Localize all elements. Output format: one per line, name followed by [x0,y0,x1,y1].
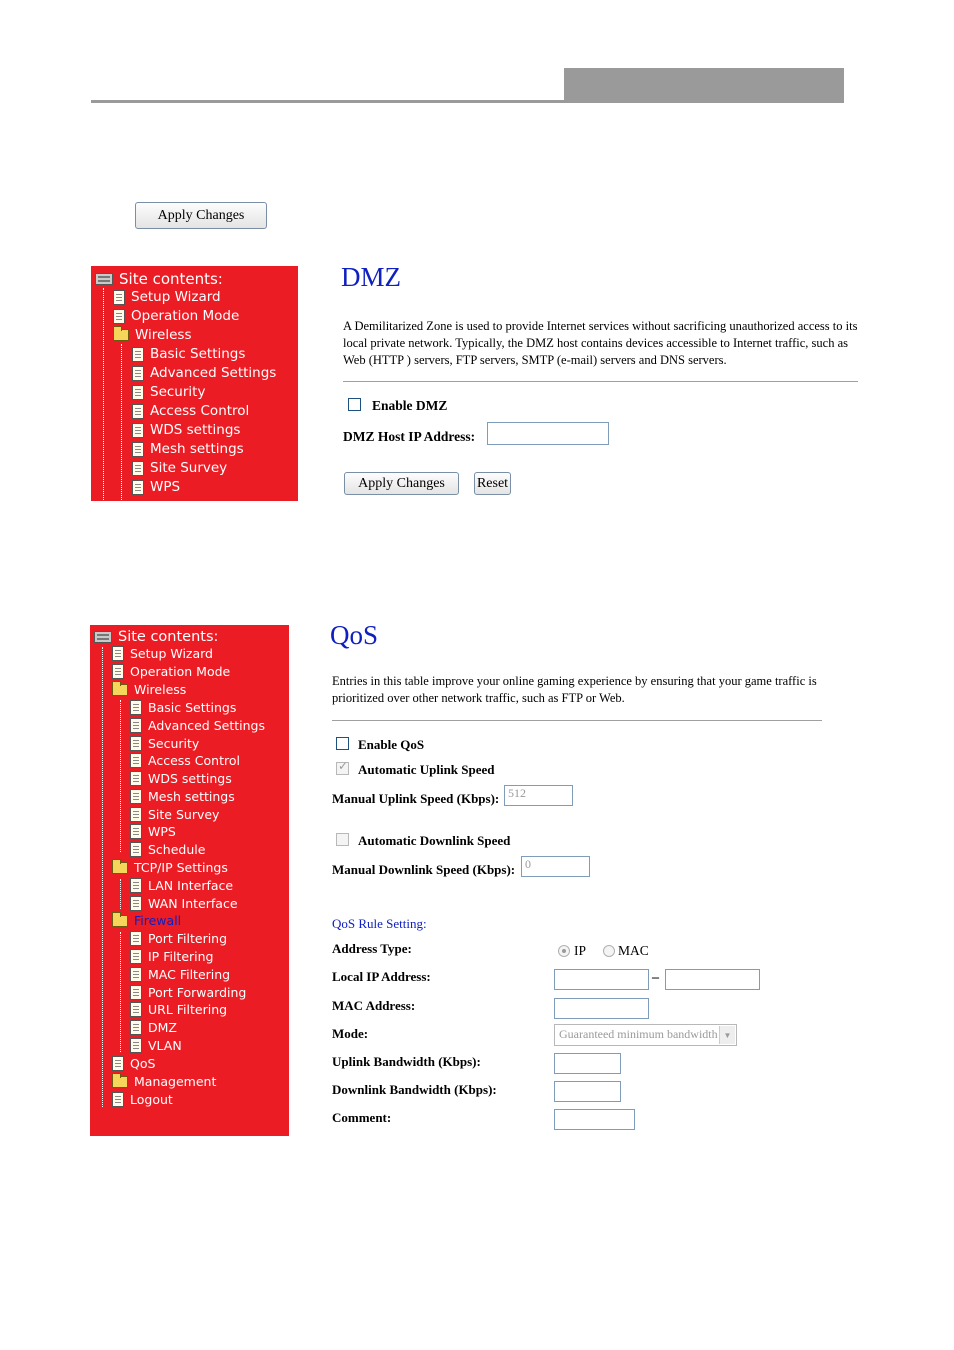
sidebar-item-label: WPS [150,479,181,495]
downlink-bandwidth-input[interactable] [554,1081,621,1102]
document-icon [132,461,144,476]
sidebar-item-ip-filtering[interactable] [130,949,214,964]
sidebar-item-label: Basic Settings [150,346,246,362]
document-icon [112,1092,124,1107]
sidebar-item-label: Site Survey [148,807,220,822]
manual-downlink-label: Manual Downlink Speed (Kbps): [332,862,516,877]
sidebar-item-label: Basic Settings [148,700,237,715]
header-rule [91,100,844,103]
sidebar-item-label: IP Filtering [148,949,214,964]
sidebar-item-label: Access Control [150,403,250,419]
sidebar-item-label: Operation Mode [131,308,240,324]
document-icon [113,309,125,324]
sidebar-item-basic-settings[interactable] [132,346,245,362]
sidebar-item-basic-settings[interactable] [130,700,236,715]
sidebar-item-label: WDS settings [150,422,241,438]
sidebar-item-label: WAN Interface [148,896,238,911]
enable-qos-checkbox[interactable] [336,737,349,750]
qos-rule-section-heading: QoS Rule Setting: [332,916,427,931]
address-type-ip-radio[interactable] [558,945,570,957]
sidebar-item-label: MAC Filtering [148,967,231,982]
enable-qos-label: Enable QoS [358,737,425,752]
sidebar-item-wds-settings[interactable] [132,422,240,438]
sidebar-item-label: DMZ [148,1020,177,1035]
comment-label: Comment: [332,1110,392,1125]
document-icon [130,718,142,733]
sidebar-item-wps[interactable] [130,824,176,839]
uplink-bandwidth-input[interactable] [554,1053,621,1074]
qos-page-title: QoS [330,620,379,650]
sidebar-item-wds-settings[interactable] [130,771,232,786]
document-icon [130,1002,142,1017]
mode-select-value: Guaranteed minimum bandwidth [559,1027,718,1041]
sidebar-item-mac-filtering[interactable] [130,967,230,982]
local-ip-start-input[interactable] [554,969,649,990]
sidebar-item-label: Management [134,1074,217,1089]
ip-range-separator: – [652,970,659,985]
sidebar-item-label: Access Control [148,753,240,768]
sidebar-item-setup-wizard[interactable] [112,646,213,661]
document-icon [130,1020,142,1035]
auto-downlink-checkbox[interactable] [336,833,349,846]
document-icon [132,442,144,457]
sidebar-item-label: Schedule [148,842,206,857]
address-type-label: Address Type: [332,941,412,956]
folder-open-icon [112,684,128,696]
manual-downlink-input[interactable]: 0 [521,856,590,877]
document-icon [130,949,142,964]
local-ip-end-input[interactable] [665,969,760,990]
sidebar-item-mesh-settings[interactable] [130,789,235,804]
document-icon [130,736,142,751]
uplink-bandwidth-label: Uplink Bandwidth (Kbps): [332,1054,481,1069]
comment-input[interactable] [554,1109,635,1130]
enable-dmz-label: Enable DMZ [372,398,448,413]
sidebar-item-label: Wireless [135,327,192,343]
sidebar-item-access-control[interactable] [132,403,249,419]
sidebar-item-label: Mesh settings [148,789,235,804]
document-icon [132,347,144,362]
sidebar-item-setup-wizard[interactable] [113,289,221,305]
chevron-down-icon: ▼ [719,1026,735,1044]
qos-sidebar [90,625,289,1136]
mac-address-label: MAC Address: [332,998,416,1013]
document-icon [130,700,142,715]
dmz-host-ip-label: DMZ Host IP Address: [343,429,476,444]
document-icon [130,967,142,982]
sidebar-item-label: Setup Wizard [131,289,221,305]
document-icon [130,985,142,1000]
sidebar-item-label: Logout [130,1092,173,1107]
document-icon [130,842,142,857]
document-icon [112,646,124,661]
sidebar-item-url-filtering[interactable] [130,1002,227,1017]
sidebar-root [94,629,218,645]
apply-changes-button-top[interactable]: Apply Changes [135,202,267,229]
tree-guide [121,344,122,501]
document-icon [112,1056,124,1071]
sidebar-item-label: Mesh settings [150,441,244,457]
dmz-host-ip-input[interactable] [487,422,609,445]
sidebar-item-security[interactable] [130,736,199,751]
sidebar-item-schedule[interactable] [130,842,205,857]
sidebar-item-label: Security [150,384,206,400]
sidebar-item-label: WDS settings [148,771,232,786]
mode-label: Mode: [332,1026,369,1041]
document-icon [130,896,142,911]
sidebar-item-operation-mode[interactable] [112,664,230,679]
manual-uplink-label: Manual Uplink Speed (Kbps): [332,791,500,806]
sidebar-item-mesh-settings[interactable] [132,441,244,457]
header-block [564,68,844,103]
local-ip-label: Local IP Address: [332,969,431,984]
sidebar-item-port-forwarding[interactable] [130,985,246,1000]
downlink-bandwidth-label: Downlink Bandwidth (Kbps): [332,1082,497,1097]
folder-open-icon [112,862,128,874]
site-root-icon [94,631,112,643]
qos-divider [332,720,822,721]
address-type-ip-label: IP [574,943,587,958]
sidebar-item-qos[interactable] [112,1056,155,1071]
sidebar-item-wps[interactable] [132,479,180,495]
document-icon [130,807,142,822]
sidebar-item-port-filtering[interactable] [130,931,227,946]
document-icon [130,824,142,839]
document-icon [132,423,144,438]
document-icon [132,385,144,400]
sidebar-item-advanced-settings[interactable] [130,718,265,733]
sidebar-root-label: Site contents: [119,270,223,288]
mac-address-input[interactable] [554,998,649,1019]
address-type-mac-radio[interactable] [603,945,615,957]
folder-open-icon [112,915,128,927]
tree-guide [120,932,121,1052]
sidebar-item-tcpip-settings[interactable] [112,860,228,875]
dmz-apply-changes-button[interactable]: Apply Changes [344,472,459,495]
document-icon [113,290,125,305]
sidebar-item-label: TCP/IP Settings [134,860,228,875]
document-icon [130,753,142,768]
sidebar-item-label: Advanced Settings [148,718,265,733]
qos-description: Entries in this table improve your online gaming experience by ensuring that your game traffic is prioritized over other network traffic, such as FTP or Web. [332,674,817,705]
tree-guide [102,647,103,1107]
document-icon [112,664,124,679]
sidebar-root-label: Site contents: [118,629,219,645]
auto-downlink-label: Automatic Downlink Speed [358,833,511,848]
document-icon [132,404,144,419]
document-icon [130,1038,142,1053]
sidebar-item-operation-mode[interactable] [113,308,239,324]
enable-dmz-checkbox[interactable] [348,398,361,411]
sidebar-item-site-survey[interactable] [130,807,219,822]
sidebar-item-advanced-settings[interactable] [132,365,276,381]
folder-icon [112,1076,128,1088]
sidebar-item-wireless[interactable] [112,682,186,697]
sidebar-item-label: VLAN [148,1038,182,1053]
document-icon [130,931,142,946]
tree-guide [120,700,121,852]
sidebar-item-access-control[interactable] [130,753,240,768]
sidebar-item-lan-interface[interactable] [130,878,233,893]
sidebar-item-label: Firewall [134,913,182,928]
document-icon [132,480,144,495]
dmz-description: A Demilitarized Zone is used to provide Internet services without sacrificing unauthorized access to its local private network. Typically, the DMZ host contains devices accessible to Internet traffic, such as Web (HTTP ) servers, FTP servers, SMTP (e-mail) servers and DNS servers. [343,319,858,367]
document-icon [130,771,142,786]
sidebar-item-management[interactable] [112,1074,216,1089]
sidebar-item-label: QoS [130,1056,156,1071]
address-type-mac-label: MAC [618,943,649,958]
manual-uplink-input[interactable]: 512 [504,785,573,806]
sidebar-item-label: URL Filtering [148,1002,228,1017]
document-icon [132,366,144,381]
sidebar-item-label: Site Survey [150,460,228,476]
sidebar-item-dmz[interactable] [130,1020,177,1035]
sidebar-item-site-survey[interactable] [132,460,227,476]
sidebar-item-label: Advanced Settings [150,365,277,381]
dmz-page-title: DMZ [341,262,401,292]
auto-uplink-label: Automatic Uplink Speed [358,762,495,777]
sidebar-item-security[interactable] [132,384,205,400]
sidebar-item-wan-interface[interactable] [130,896,238,911]
sidebar-item-label: WPS [148,824,176,839]
sidebar-item-label: Security [148,736,200,751]
sidebar-item-label: Port Filtering [148,931,228,946]
tree-guide [103,288,104,501]
checkmark-icon: ✓ [338,759,349,773]
sidebar-item-label: Operation Mode [130,664,231,679]
sidebar-item-label: Port Forwarding [148,985,247,1000]
sidebar-item-label: Setup Wizard [130,646,213,661]
site-root-icon [95,273,113,285]
sidebar-item-firewall[interactable] [112,913,181,928]
dmz-reset-button[interactable]: Reset [474,472,511,495]
document-icon [130,878,142,893]
dmz-sidebar [91,266,298,501]
tree-guide [120,879,121,909]
sidebar-item-logout[interactable] [112,1092,173,1107]
sidebar-item-vlan[interactable] [130,1038,182,1053]
sidebar-item-label: Wireless [134,682,187,697]
sidebar-item-wireless[interactable] [113,327,192,343]
auto-uplink-checkbox[interactable] [336,759,349,775]
sidebar-item-label: LAN Interface [148,878,234,893]
sidebar-root [95,270,223,288]
folder-open-icon [113,329,129,341]
dmz-divider [343,381,858,382]
mode-select[interactable] [554,1024,737,1046]
document-icon [130,789,142,804]
